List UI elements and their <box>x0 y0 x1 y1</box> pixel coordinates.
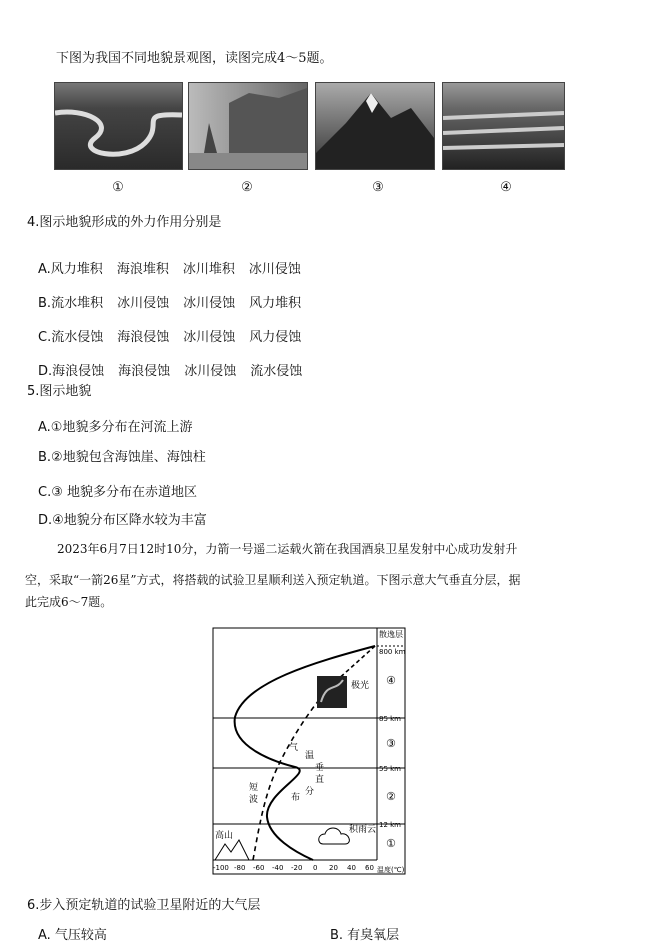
photo-yardang <box>442 82 565 170</box>
mountain-label: 高山 <box>215 831 234 841</box>
x-tick: -20 <box>291 864 303 872</box>
option-item: 冰川侵蚀 <box>248 262 301 277</box>
option-item: 风力堆积 <box>50 262 103 277</box>
option-item: 海浪侵蚀 <box>52 364 105 379</box>
option-item: 流水侵蚀 <box>51 330 104 345</box>
option-item: 流水侵蚀 <box>250 364 303 379</box>
photo-label-3: ③ <box>372 180 384 195</box>
alt-800: 800 km <box>379 648 406 656</box>
option-item: 流水堆积 <box>51 296 104 311</box>
photo-glacial-peak <box>315 82 435 170</box>
top-layer-label: 散逸层 <box>379 630 403 639</box>
q4-option-a[interactable] <box>38 258 315 277</box>
x-tick: -40 <box>272 864 284 872</box>
option-item: 冰川侵蚀 <box>184 364 237 379</box>
option-item: 海浪堆积 <box>116 262 169 277</box>
q5-option-b[interactable]: B.②地貌包含海蚀崖、海蚀柱 <box>38 450 206 465</box>
curve-char-6: 布 <box>291 793 301 803</box>
aurora-label: 极光 <box>351 681 370 691</box>
option-item: 冰川侵蚀 <box>117 296 170 311</box>
q4-option-b[interactable] <box>38 292 315 311</box>
intro-q67-line2: 空，采取“一箭26星”方式，将搭载的试验卫星顺利送入预定轨道。下图示意大气垂直分层，据 <box>25 573 521 587</box>
option-item: 风力堆积 <box>249 296 302 311</box>
option-item: 海浪侵蚀 <box>118 364 171 379</box>
q5-option-a[interactable]: A.①地貌多分布在河流上游 <box>38 420 193 435</box>
q6-stem: 6.步入预定轨道的试验卫星附近的大气层 <box>27 898 261 913</box>
option-item: 冰川侵蚀 <box>183 330 236 345</box>
cloud-icon <box>319 828 350 844</box>
photo-river-meander <box>54 82 183 170</box>
x-tick: -100 <box>213 864 229 872</box>
option-item: 海浪侵蚀 <box>117 330 170 345</box>
mountain-icon <box>215 840 249 860</box>
alt-85: 85 km <box>379 715 402 723</box>
x-unit: 温度(℃) <box>377 866 405 874</box>
option-key: A. <box>38 262 51 277</box>
x-tick: -80 <box>234 864 246 872</box>
curve-char-1: 气 <box>289 743 299 753</box>
option-key: B. <box>38 296 52 311</box>
option-item: 冰川侵蚀 <box>183 296 236 311</box>
curve-char-4: 直 <box>315 775 325 785</box>
photo-label-1: ① <box>112 180 124 195</box>
shortwave-char-1: 短 <box>249 783 259 793</box>
curve-char-5: 分 <box>305 787 315 797</box>
x-tick: 60 <box>365 864 374 872</box>
option-item: 风力侵蚀 <box>249 330 302 345</box>
curve-char-3: 垂 <box>315 763 325 773</box>
alt-12: 12 km <box>379 821 402 829</box>
layer-mark-4: ④ <box>386 674 396 687</box>
q4-option-c[interactable] <box>38 326 315 345</box>
option-key: D. <box>38 364 53 379</box>
x-tick: 20 <box>329 864 338 872</box>
q5-option-d[interactable]: D.④地貌分布区降水较为丰富 <box>38 513 207 528</box>
option-key: C. <box>38 330 52 345</box>
x-tick: -60 <box>253 864 265 872</box>
q5-stem: 5.图示地貌 <box>27 384 92 399</box>
q6-option-a[interactable]: A. 气压较高 <box>38 928 107 943</box>
option-item: 冰川堆积 <box>182 262 235 277</box>
layer-mark-3: ③ <box>386 737 396 750</box>
photo-label-2: ② <box>241 180 253 195</box>
photo-label-4: ④ <box>500 180 512 195</box>
shortwave-char-2: 波 <box>249 795 259 805</box>
q6-option-b[interactable]: B. 有臭氧层 <box>330 928 400 943</box>
x-tick: 40 <box>347 864 356 872</box>
atmosphere-diagram <box>205 622 415 880</box>
cloud-label: 积雨云 <box>349 825 377 835</box>
intro-q45: 下图为我国不同地貌景观图，读图完成4～5题。 <box>56 51 333 66</box>
intro-q67-line1: 2023年6月7日12时10分，力箭一号遥二运载火箭在我国酒泉卫星发射中心成功发射升 <box>57 542 518 556</box>
layer-mark-1: ① <box>386 837 396 850</box>
layer-mark-2: ② <box>386 790 396 803</box>
photo-sea-cliff <box>188 82 308 170</box>
intro-q67-line3: 此完成6～7题。 <box>25 595 113 609</box>
q5-option-c[interactable]: C.③ 地貌多分布在赤道地区 <box>38 485 197 500</box>
q4-option-d[interactable] <box>38 360 316 379</box>
x-tick: 0 <box>313 864 318 872</box>
q4-stem: 4.图示地貌形成的外力作用分别是 <box>27 215 222 230</box>
curve-char-2: 温 <box>305 751 315 761</box>
alt-55: 55 km <box>379 765 402 773</box>
